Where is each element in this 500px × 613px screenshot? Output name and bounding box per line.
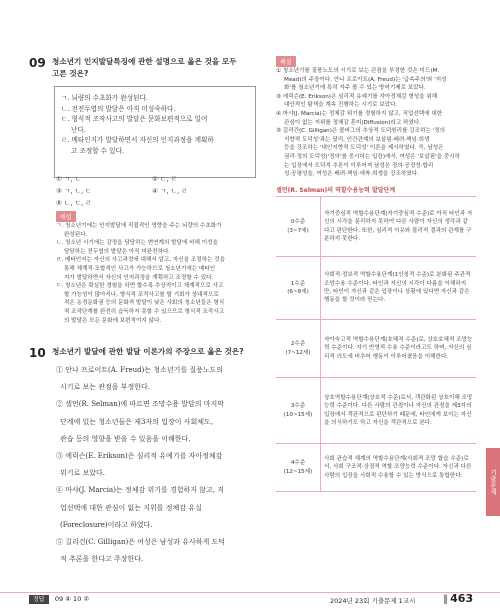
expl-line: 통해 체계적·조합적인 사고가 가능하므로 청소년기에는 메타인 bbox=[64, 265, 216, 272]
item-c-cont: 난다. bbox=[71, 125, 86, 134]
expl-line: 화'를 청소년기에 특히 자주 볼 수 있는 방어기제로 보았다. bbox=[284, 85, 426, 92]
page-separator: ▌ bbox=[444, 595, 451, 604]
answer-3-cont: 위기로 보았다. bbox=[60, 469, 106, 478]
answer-4-cont: 업선택에 대한 관심이 없는 지위를 정체감 유실 bbox=[60, 503, 202, 512]
question-10-answers bbox=[56, 362, 256, 568]
option-4[interactable]: ④ ㄱ, ㄴ, ㄹ bbox=[152, 187, 188, 195]
table-row bbox=[276, 197, 476, 257]
item-b: ㄴ. 전전두엽의 발달은 아직 미성숙하다. bbox=[61, 104, 176, 113]
expl-line: ④ 마샤(J. Marcia)는 정체감 위기를 경험하지 않고, 직업선택에 대한 bbox=[276, 110, 443, 117]
stage-desc: 상호역할수용단계(상호적 수준)로서, 객관화된 상호이해 조망능력 수준이다. 다른 사람의 관점이나 자신의 관점을 제3자의 입장에서 객관적으로 판단하기 때문에, 타인에게 보이는 자신을 의식하기도 하고 자신을 객관적으로 본다. bbox=[321, 378, 477, 444]
stage-cell bbox=[276, 197, 321, 257]
page-number bbox=[444, 592, 473, 605]
question-9-items-box bbox=[54, 86, 256, 178]
answer-4[interactable]: ④ 마샤(J. Marcia)는 정체감 위기를 경험하지 않고, 직 bbox=[56, 486, 224, 495]
question-9-number: 09 bbox=[29, 56, 46, 70]
expl-line: 적 조작단계를 완전히 습득하지 못할 수 있으므로 형식적 조작사고 bbox=[64, 308, 225, 315]
answer-5-cont: 적 추론을 한다고 주장한다. bbox=[60, 555, 144, 564]
answer-3[interactable]: ③ 에릭슨(E. Erikson)은 심리적 유예기를 자아정체감 bbox=[56, 452, 223, 461]
answer-key bbox=[29, 594, 89, 603]
stage-cell bbox=[276, 444, 321, 492]
stage-level: 2수준 bbox=[290, 341, 306, 348]
stage-level: 1수준 bbox=[290, 280, 306, 287]
right-explanation-tag: 해설 bbox=[276, 56, 296, 67]
option-1[interactable]: ① ㄱ, ㄴ bbox=[56, 175, 81, 183]
expl-line: 담당하는 전두엽의 발달은 아직 미완전하다. bbox=[64, 248, 171, 255]
item-d-cont: 고 조정할 수 있다. bbox=[71, 146, 124, 155]
expl-line: ③ 에릭슨(E. Erikson)은 심리적 유예기를 자아정체감 형성을 위해 bbox=[276, 93, 438, 100]
answer-5[interactable]: ⑤ 길리건(C. Gilligan)은 여성은 남성과 유사하게 도덕 bbox=[56, 538, 226, 547]
answer-2-cont: 단계에 있는 청소년들은 제3자의 입장이 사회체도, bbox=[60, 417, 214, 426]
page-info: 2024년 23회 기출문제 1교시 bbox=[330, 597, 416, 605]
stage-desc: 사회적·정보적 역할수용단계(1인칭적 수준)로 분화된 주관적 조망수용 수준이다. 타인과 자신의 시각이 다름을 이해하지만, 타인이 자신과 같은 입장이나 상황에 있다면 자신과 같은 행동을 할 것이라 믿는다. bbox=[321, 257, 477, 320]
expl-line: 지향적 도덕성'과는 달리, 인간관계의 보살핌·배려·책임·희생 bbox=[284, 136, 430, 143]
expl-line: ㄴ. 청소년 시기에는 감정을 담당하는 변연계의 발달에 비해 이성을 bbox=[56, 240, 218, 247]
answer-key-values: 09 ④ 10 ② bbox=[54, 595, 90, 603]
stage-cell bbox=[276, 257, 321, 320]
table-row bbox=[276, 378, 476, 444]
explanation-tag: 해설 bbox=[56, 211, 76, 222]
question-10-number: 10 bbox=[29, 346, 46, 360]
answer-2-cont: 관습 등의 영향을 받을 수 있음을 이해한다. bbox=[60, 434, 191, 443]
table-row bbox=[276, 257, 476, 320]
stage-desc: 자기중심적 역할수용단계(자기중심적 수준)로 아직 타인과 자신의 시각을 분리하지 못하여 다른 사람이 자신의 생각과 같다고 판단한다. 또한, 심리적 이유와 물리적 결과의 관계를 구분하지 못한다. bbox=[321, 197, 477, 257]
table-row bbox=[276, 320, 476, 378]
stage-age: (6~8세) bbox=[287, 289, 309, 295]
expl-line: Mead)의 주장이다. 안나 프로이트(A. Freud)는 '급속주의'와 '지성 bbox=[284, 76, 447, 83]
question-9-line2: 고른 것은? bbox=[52, 69, 89, 78]
stage-age: (7~12세) bbox=[285, 349, 311, 356]
expl-line: 성·공평성을, 여성은 배려·책임·애착·희생을 강조하였다. bbox=[284, 171, 419, 178]
stage-age: (10~15세) bbox=[283, 411, 313, 418]
item-d: ㄹ. 메타인지가 발달하면서 자신의 인지과정을 계획하 bbox=[61, 136, 214, 145]
expl-line: 적은 농경문화권 등의 문화적 발달이 낮은 사회의 청소년들은 형식 bbox=[64, 300, 225, 307]
question-10-explanation bbox=[276, 67, 476, 179]
expl-line: 할 가능성이 많아지나, 형식적 조작사고를 할 기회가 상대적으로 bbox=[64, 291, 219, 298]
section-tab: 기출문제 bbox=[486, 448, 500, 516]
expl-line: 지가 발달하면서 자신의 인지과정을 계획하고 조정할 수 있다. bbox=[64, 274, 214, 281]
option-2[interactable]: ② ㄷ, ㄹ bbox=[152, 175, 177, 183]
question-9-options bbox=[56, 173, 246, 209]
answer-1[interactable]: ① 안나 프로이트(A. Freud)는 청소년기를 질풍노도의 bbox=[56, 366, 224, 374]
expl-line: ⑤ 길리건(C. Gilligan)은 콜버그의 추상적 도덕원리를 강조하는 '정의 bbox=[276, 128, 446, 135]
expl-line: 는 입장에서 도덕적 추론이 이루어져 남성은 정의·공정성·합리 bbox=[284, 162, 434, 169]
expl-line: ㄱ. 청소년기에는 인지발달에 직접적인 영향을 주는 뇌량의 수초화가 bbox=[56, 223, 222, 229]
expl-line: 등을 강조하는 '대인지향적 도덕성' 이론을 제시하였다. 즉, 남성은 bbox=[284, 145, 444, 152]
stage-age: (3~7세) bbox=[287, 227, 309, 234]
answer-1-cont: 시기로 보는 관점을 부정한다. bbox=[60, 383, 151, 392]
question-9-line1: 청소년기 인지발달특징에 관한 설명으로 옳은 것을 모두 bbox=[52, 57, 237, 66]
option-3[interactable]: ③ ㄱ, ㄴ, ㄷ bbox=[56, 187, 92, 195]
answer-key-tag: 정답 bbox=[29, 595, 49, 604]
question-10-text: 청소년기 발달에 관한 발달 이론가의 주장으로 옳은 것은? bbox=[52, 347, 244, 356]
footer-divider bbox=[0, 592, 500, 593]
stage-table bbox=[276, 196, 476, 492]
stage-cell bbox=[276, 320, 321, 378]
question-9-explanation bbox=[56, 222, 252, 325]
answer-2[interactable]: ② 셀먼(R. Selman)에 따르면 조망수용 발달의 마지막 bbox=[56, 400, 224, 409]
item-a: ㄱ. 뇌량의 수초화가 완성된다. bbox=[61, 94, 148, 102]
stage-desc: 사회 관습적 체계의 역할수용단계(사회적 조망 합습 수준)로서, 사회 구조적·상징적 역할 조망능력 수준이다. 자신과 다른 사람의 입장을 사회적 수용할 수 있는 방식으로 통합한다. bbox=[321, 444, 477, 492]
expl-line: 권리·정의 도덕성('정의'를 중시하는 입장)에서, 여성은 '보살핌'을 중시하 bbox=[284, 153, 461, 160]
stage-cell bbox=[276, 378, 321, 444]
expl-line: 의 발달은 모든 문화에 보편적이지 않다. bbox=[64, 317, 162, 324]
question-9-text bbox=[52, 56, 252, 80]
stage-desc: 자아숙고적 역할수용단계(호혜적 수준)로, 상호호혜적 조망능력 수준이다. 자기 반영적 수용 수준이라고도 하며, 자신의 심리적 의도에 비추어 행동이 이루어졌음을 이해한다. bbox=[321, 320, 477, 378]
option-5[interactable]: ⑤ ㄴ, ㄷ, ㄹ bbox=[56, 199, 92, 207]
expl-line: 관심이 없는 지위를 정체감 혼미(Diffusion)라고 하였다. bbox=[284, 119, 421, 126]
table-row bbox=[276, 444, 476, 492]
expl-line: ① 청소년기를 질풍노도의 시기로 보는 관점을 부정한 것은 미드(M. bbox=[276, 68, 440, 74]
expl-line: ㄹ. 메타인지는 자신의 사고과정에 대해서 알고, 자신을 조절하는 것을 bbox=[56, 257, 226, 264]
page-number-value: 463 bbox=[450, 592, 474, 605]
answer-4-cont: (Foreclosure)이라고 하였다. bbox=[60, 520, 153, 529]
stage-level: 0수준 bbox=[290, 219, 306, 226]
stage-age: (12~15세) bbox=[283, 468, 313, 475]
stage-level: 3수준 bbox=[290, 403, 306, 410]
expl-line: 완성된다. bbox=[64, 231, 88, 238]
expl-line: ㄷ. 청소년은 확실한 경험을 하면 할수록 추상적이고 체계적으로 사고 bbox=[56, 283, 224, 290]
stage-level: 4수준 bbox=[290, 460, 306, 467]
item-c: ㄷ. 형식적 조작사고의 발달은 문화보편적으로 일어 bbox=[61, 115, 208, 124]
expl-line: 대안적인 탐색을 계속 진행하는 시기로 보았다. bbox=[284, 102, 398, 109]
table-caption: 셀먼(R. Selman)의 역할수용능력 발달단계 bbox=[276, 187, 396, 194]
